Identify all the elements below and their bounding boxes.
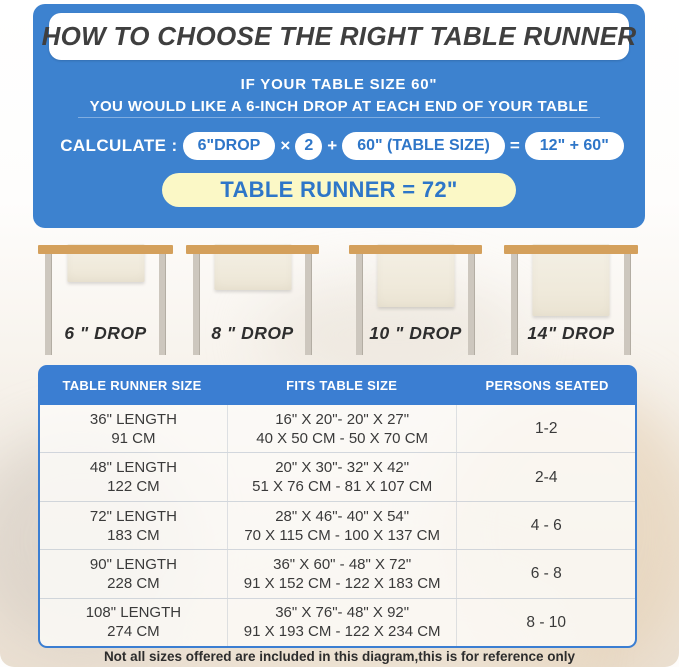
intro-line-2: YOU WOULD LIKE A 6-INCH DROP AT EACH END OF YOUR TABLE [89,98,589,115]
fits-cm: 91 X 193 CM - 122 X 234 CM [243,623,441,641]
sum-pill: 12" + 60" [525,132,624,160]
size-inches: 108" LENGTH [85,604,182,622]
drop-label: 10 " DROP [369,323,462,343]
table-figure-6-drop [38,245,173,357]
table-size-pill: 60" (TABLE SIZE) [342,132,505,160]
tabletop [38,245,173,254]
intro-line-1: IF YOUR TABLE SIZE 60" [240,76,438,93]
fits-cm: 70 X 115 CM - 100 X 137 CM [244,526,440,544]
plus-sign: + [327,136,338,155]
banner-divider [78,117,600,118]
persons-cell: 8 - 10 [456,599,635,646]
fits-cm: 51 X 76 CM - 81 X 107 CM [252,478,433,496]
fits-table-cell [227,405,457,452]
table-figure-14-drop [504,245,638,357]
column-header-fits-table: FITS TABLE SIZE [286,377,398,393]
disclaimer-note: Not all sizes offered are included in this diagram,this is for reference only [103,649,576,664]
runner-cloth [533,244,610,316]
calculation-formula [33,131,645,161]
runner-size-cell [40,405,227,452]
size-inches: 90" LENGTH [89,555,177,573]
fits-inches: 20" X 30"- 32" X 42" [275,459,410,477]
fits-cm: 40 X 50 CM - 50 X 70 CM [256,429,429,447]
size-cm: 91 CM [111,429,156,447]
equals-sign: = [509,136,520,155]
runner-size-cell [40,502,227,549]
calculate-label: CALCULATE : [60,136,178,155]
persons-cell: 2-4 [456,453,635,500]
table-header-row [38,365,637,405]
drop-label: 6 " DROP [64,323,147,343]
persons-cell: 4 - 6 [456,502,635,549]
table-row [40,501,635,549]
table-row [40,598,635,646]
column-header-persons: PERSONS SEATED [485,377,609,393]
fits-table-cell [227,502,457,549]
runner-result-banner: TABLE RUNNER = 72" [162,173,516,207]
fits-cm: 91 X 152 CM - 122 X 183 CM [243,574,441,592]
runner-size-cell [40,550,227,597]
tabletop [349,245,482,254]
size-inches: 72" LENGTH [89,507,177,525]
fits-table-cell [227,550,457,597]
drop-label: 14" DROP [527,323,615,343]
header-banner [33,4,645,228]
drop-label: 8 " DROP [211,323,294,343]
size-inches: 48" LENGTH [89,459,177,477]
size-inches: 36" LENGTH [89,410,177,428]
column-header-runner-size: TABLE RUNNER SIZE [62,377,202,393]
fits-inches: 16" X 20"- 20" X 27" [275,410,410,428]
size-cm: 274 CM [107,623,160,641]
table-figure-8-drop [186,245,319,357]
table-row [40,549,635,597]
fits-table-cell [227,453,457,500]
fits-inches: 28" X 46"- 40" X 54" [275,507,410,525]
tabletop [504,245,638,254]
page-title: HOW TO CHOOSE THE RIGHT TABLE RUNNER [41,21,637,51]
fits-inches: 36" X 60" - 48" X 72" [273,555,412,573]
runner-size-cell [40,453,227,500]
runner-size-cell [40,599,227,646]
table-row [40,452,635,500]
persons-cell: 6 - 8 [456,550,635,597]
table-row [40,405,635,452]
multiply-sign: × [280,136,291,155]
multiplier-badge: 2 [295,133,322,160]
drop-pill: 6"DROP [183,132,276,160]
fits-table-cell [227,599,457,646]
size-cm: 122 CM [107,478,160,496]
table-body [38,405,637,648]
tabletop [186,245,319,254]
table-figure-10-drop [349,245,482,357]
fits-inches: 36" X 76"- 48" X 92" [275,604,410,622]
size-cm: 228 CM [107,574,160,592]
size-cm: 183 CM [107,526,160,544]
size-guide-table [38,365,637,648]
persons-cell: 1-2 [456,405,635,452]
title-bar [41,13,637,60]
